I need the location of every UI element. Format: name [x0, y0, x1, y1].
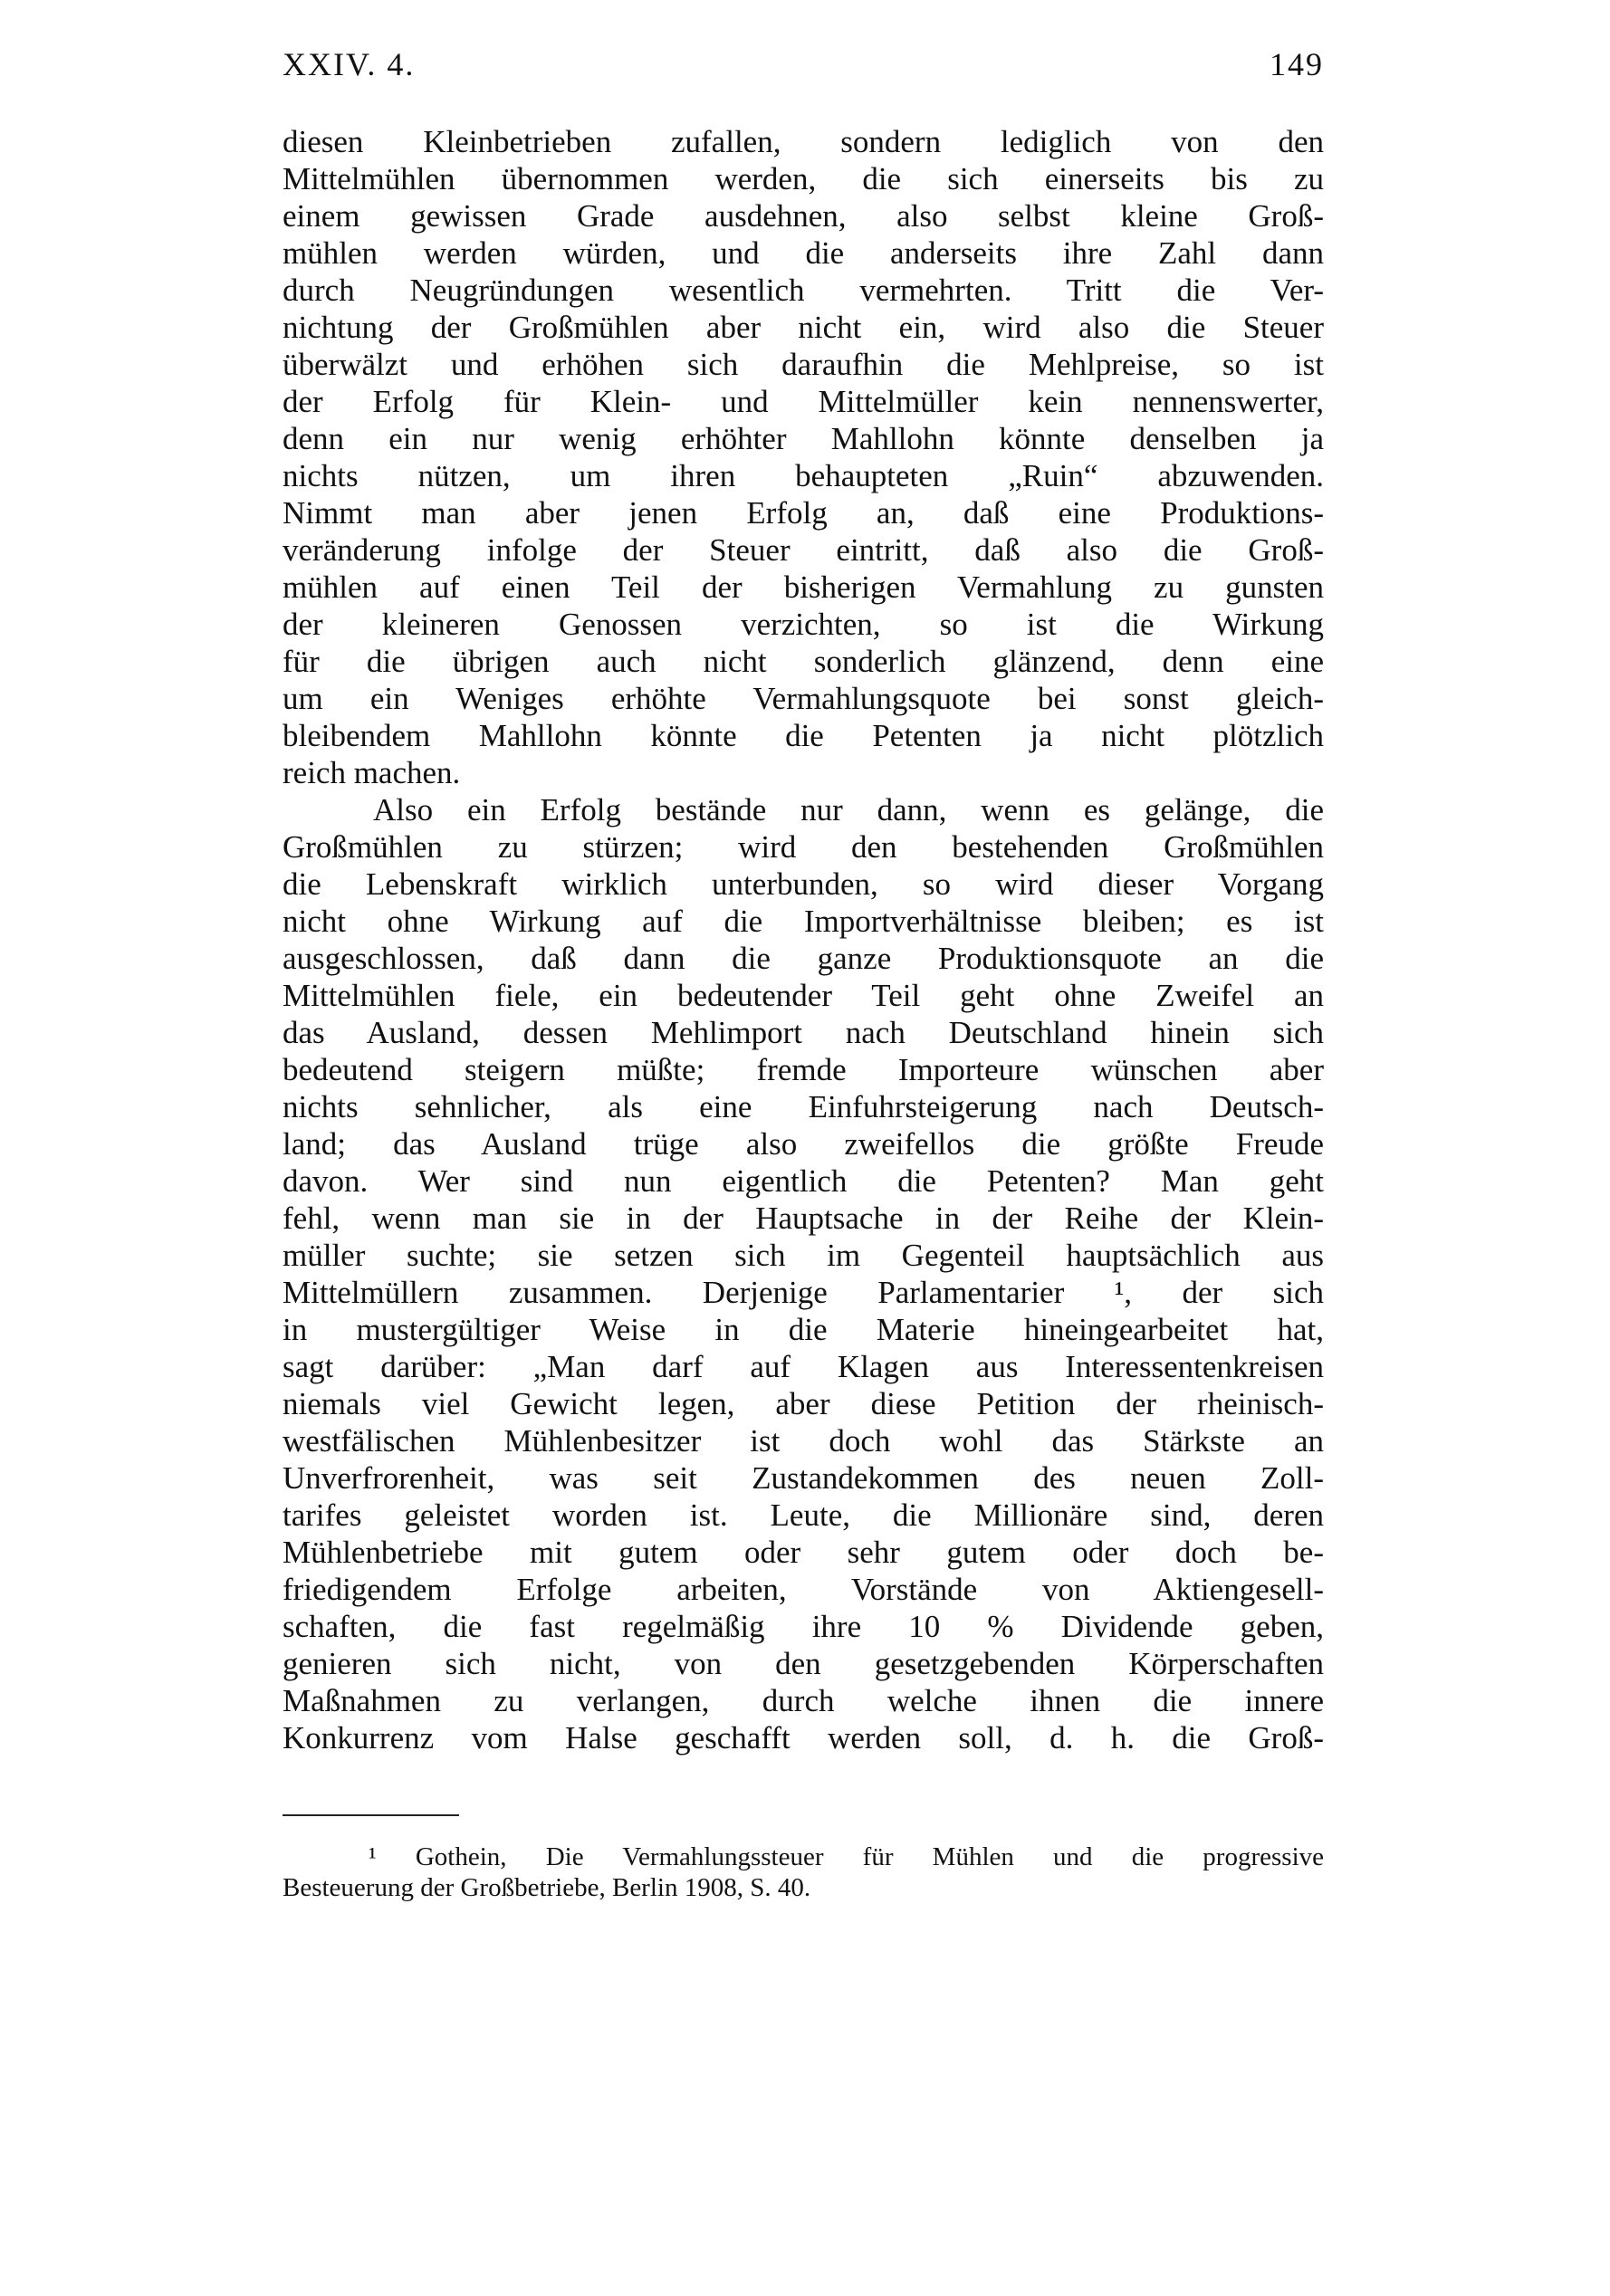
text-line: bedeutend steigern müßte; fremde Importeure wünschen aber	[283, 1052, 1324, 1087]
text-line: ausgeschlossen, daß dann die ganze Produktionsquote an die	[283, 941, 1324, 976]
text-line: Großmühlen zu stürzen; wird den bestehenden Großmühlen	[283, 829, 1324, 865]
text-line: sagt darüber: „Man darf auf Klagen aus Interessentenkreisen	[283, 1349, 1324, 1384]
text-line: Mittelmühlen fiele, ein bedeutender Teil geht ohne Zweifel an	[283, 978, 1324, 1013]
text-line: friedigendem Erfolge arbeiten, Vorstände von Aktiengesell-	[283, 1572, 1324, 1607]
text-line: Mittelmühlen übernommen werden, die sich einerseits bis zu	[283, 161, 1324, 196]
text-line: nichts nützen, um ihren behaupteten „Ruin“ abzuwenden.	[283, 458, 1324, 493]
text-line: der Erfolg für Klein- und Mittelmüller kein nennenswerter,	[283, 384, 1324, 419]
text-line: niemals viel Gewicht legen, aber diese Petition der rheinisch-	[283, 1386, 1324, 1421]
text-line: veränderung infolge der Steuer eintritt, daß also die Groß-	[283, 532, 1324, 568]
paragraph-2	[283, 791, 1324, 1756]
text-line: schaften, die fast regelmäßig ihre 10 % Dividende geben,	[283, 1609, 1324, 1644]
text-line: mühlen werden würden, und die anderseits ihre Zahl dann	[283, 235, 1324, 271]
body-text	[283, 123, 1324, 1756]
text-line: der kleineren Genossen verzichten, so ist die Wirkung	[283, 607, 1324, 642]
section-number: XXIV. 4.	[283, 46, 416, 82]
text-line: einem gewissen Grade ausdehnen, also selbst kleine Groß-	[283, 198, 1324, 234]
footnote-line: Besteuerung der Großbetriebe, Berlin 1908, S. 40.	[283, 1873, 811, 1902]
text-line: Unverfrorenheit, was seit Zustandekommen des neuen Zoll-	[283, 1460, 1324, 1496]
text-line: tarifes geleistet worden ist. Leute, die Millionäre sind, deren	[283, 1497, 1324, 1533]
text-line: fehl, wenn man sie in der Hauptsache in der Reihe der Klein-	[283, 1201, 1324, 1236]
text-line: denn ein nur wenig erhöhter Mahllohn könnte denselben ja	[283, 421, 1324, 456]
footnote	[283, 1842, 1324, 1903]
text-line: westfälischen Mühlenbesitzer ist doch wohl das Stärkste an	[283, 1423, 1324, 1459]
text-line: nichts sehnlicher, als eine Einfuhrsteigerung nach Deutsch-	[283, 1089, 1324, 1124]
text-line: Mühlenbetriebe mit gutem oder sehr gutem oder doch be-	[283, 1535, 1324, 1570]
text-line: müller suchte; sie setzen sich im Gegenteil hauptsächlich aus	[283, 1238, 1324, 1273]
text-line: nicht ohne Wirkung auf die Importverhältnisse bleiben; es ist	[283, 904, 1324, 939]
text-line: das Ausland, dessen Mehlimport nach Deutschland hinein sich	[283, 1015, 1324, 1050]
text-line: bleibendem Mahllohn könnte die Petenten ja nicht plötzlich	[283, 718, 1324, 753]
running-header	[283, 45, 1324, 100]
footnote-line: ¹ Gothein, Die Vermahlungssteuer für Mühlen und die progressive	[369, 1842, 1324, 1871]
text-line: mühlen auf einen Teil der bisherigen Vermahlung zu gunsten	[283, 569, 1324, 605]
text-line: land; das Ausland trüge also zweifellos die größte Freude	[283, 1126, 1324, 1162]
paragraph-1	[283, 123, 1324, 791]
text-line: durch Neugründungen wesentlich vermehrten. Tritt die Ver-	[283, 273, 1324, 308]
text-line: genieren sich nicht, von den gesetzgebenden Körperschaften	[283, 1646, 1324, 1681]
text-line: Konkurrenz vom Halse geschafft werden soll, d. h. die Groß-	[283, 1720, 1324, 1755]
text-line: die Lebenskraft wirklich unterbunden, so wird dieser Vorgang	[283, 866, 1324, 902]
text-line: um ein Weniges erhöhte Vermahlungsquote bei sonst gleich-	[283, 681, 1324, 716]
text-line: Mittelmüllern zusammen. Derjenige Parlamentarier ¹, der sich	[283, 1275, 1324, 1310]
text-line: nichtung der Großmühlen aber nicht ein, wird also die Steuer	[283, 310, 1324, 345]
text-line: Nimmt man aber jenen Erfolg an, daß eine Produktions-	[283, 495, 1324, 531]
text-line: reich machen.	[283, 755, 461, 790]
text-line: in mustergültiger Weise in die Materie hineingearbeitet hat,	[283, 1312, 1324, 1347]
text-line: diesen Kleinbetrieben zufallen, sondern lediglich von den	[283, 124, 1324, 159]
text-line: überwälzt und erhöhen sich daraufhin die Mehlpreise, so ist	[283, 347, 1324, 382]
footnote-separator	[283, 1814, 459, 1816]
text-line: Maßnahmen zu verlangen, durch welche ihnen die innere	[283, 1683, 1324, 1718]
text-line: für die übrigen auch nicht sonderlich glänzend, denn eine	[283, 644, 1324, 679]
text-line: Also ein Erfolg bestände nur dann, wenn es gelänge, die	[373, 792, 1324, 828]
page-number: 149	[1270, 46, 1324, 82]
text-line: davon. Wer sind nun eigentlich die Petenten? Man geht	[283, 1163, 1324, 1199]
